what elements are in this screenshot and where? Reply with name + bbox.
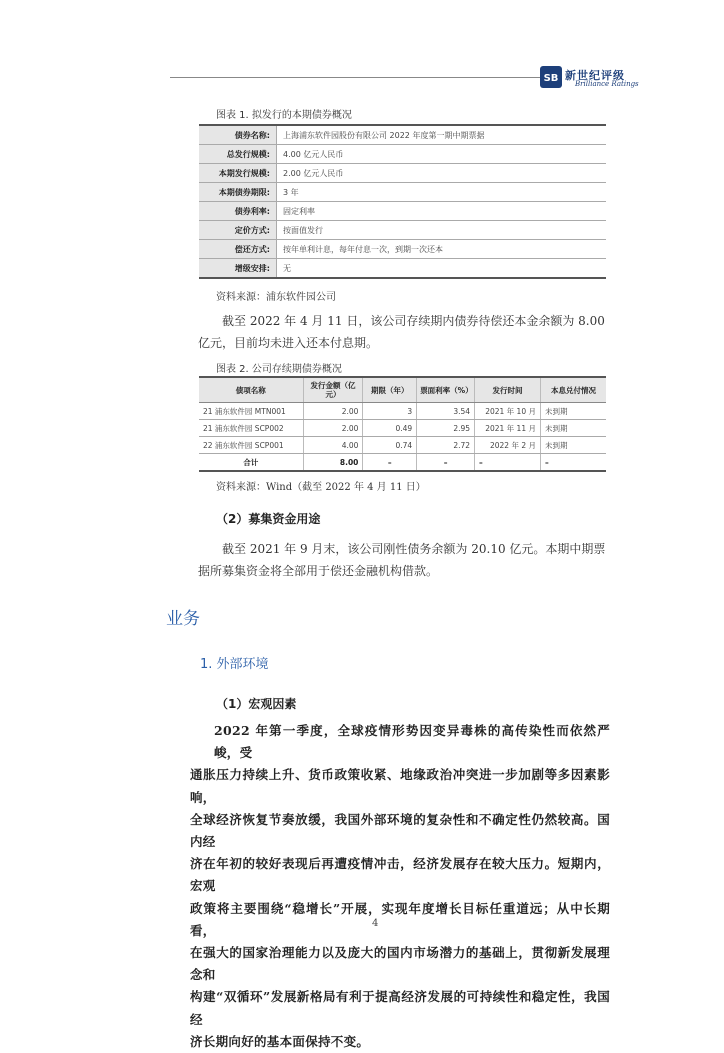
table1-caption: 图表 1. 拟发行的本期债券概况 (216, 110, 352, 121)
cell: – (417, 454, 475, 472)
bond-balance-paragraph: 截至 2022 年 4 月 11 日，该公司存续期内债券待偿还本金余额为 8.00 亿元，目前均未进入还本付息期。 (198, 314, 605, 350)
table-row (199, 437, 606, 454)
cell: – (363, 454, 417, 472)
funds-use-paragraph: 截至 2021 年 9 月末，该公司刚性债务余额为 20.10 亿元。本期中期票据所募集资金将全部用于偿还金融机构借款。 (198, 542, 606, 578)
table-header-row (199, 377, 606, 403)
macro-line: 通胀压力持续上升、货币政策收紧、地缘政治冲突进一步加剧等多因素影响， (190, 767, 610, 805)
section-title: 业务 (166, 609, 200, 629)
cell: 21 浦东软件园 MTN001 (199, 403, 303, 420)
outstanding-bonds-table (199, 376, 606, 472)
table-row (199, 221, 606, 240)
table-row (199, 240, 606, 259)
row-key: 增级安排: (199, 259, 277, 279)
row-key: 定价方式: (199, 221, 277, 240)
cell: 21 浦东软件园 SCP002 (199, 420, 303, 437)
table2-source: 资料来源：Wind（截至 2022 年 4 月 11 日） (216, 482, 426, 493)
table1-source: 资料来源：浦东软件园公司 (216, 292, 336, 303)
cell: 2.00 (303, 420, 363, 437)
macro-line: 济长期向好的基本面保持不变。 (190, 1033, 370, 1049)
macro-line: 2022 年第一季度，全球疫情形势因变异毒株的高传染性而依然严峻，受 (214, 723, 610, 761)
header-rule (170, 77, 540, 78)
row-value: 按年单利计息，每年付息一次，到期一次还本 (277, 240, 607, 259)
macro-line: 全球经济恢复节奏放缓，我国外部环境的复杂性和不确定性仍然较高。国内经 (190, 811, 610, 850)
table-row (199, 145, 606, 164)
macro-paragraph (190, 720, 610, 1053)
logo-letters: SB (543, 73, 559, 84)
table-row (199, 125, 606, 145)
row-value: 按面值发行 (277, 221, 607, 240)
macro-line: 济在年初的较好表现后再遭疫情冲击，经济发展存在较大压力。短期内，宏观 (190, 856, 610, 894)
cell: 4.00 (303, 437, 363, 454)
brand-subtitle: Brilliance Ratings (575, 80, 639, 88)
row-value: 4.00 亿元人民币 (277, 145, 607, 164)
cell: 2021 年 10 月 (475, 403, 541, 420)
cell: 8.00 (303, 454, 363, 472)
cell: 未到期 (541, 403, 607, 420)
table-total-row (199, 454, 606, 472)
cell: 3 (363, 403, 417, 420)
row-key: 本期发行规模: (199, 164, 277, 183)
page-number: 4 (372, 918, 379, 929)
row-key: 总发行规模: (199, 145, 277, 164)
table-row (199, 420, 606, 437)
cell: 3.54 (417, 403, 475, 420)
macro-line: 政策将主要围绕“稳增长”开展，实现年度增长目标任重道远；从中长期看， (190, 900, 610, 938)
cell: 0.74 (363, 437, 417, 454)
macro-line: 在强大的国家治理能力以及庞大的国内市场潜力的基础上，贯彻新发展理念和 (190, 945, 610, 983)
cell: 合计 (199, 454, 303, 472)
table-row (199, 202, 606, 221)
cell: 2.00 (303, 403, 363, 420)
macro-line: 构建“双循环”发展新格局有利于提高经济发展的可持续性和稳定性，我国经 (190, 989, 610, 1027)
table-row (199, 403, 606, 420)
row-key: 债券名称: (199, 125, 277, 145)
col-header: 期限（年） (363, 377, 417, 403)
col-header: 票面利率（%） (417, 377, 475, 403)
cell: 0.49 (363, 420, 417, 437)
row-value: 固定利率 (277, 202, 607, 221)
macro-heading: （1）宏观因素 (216, 697, 297, 711)
row-key: 债券利率: (199, 202, 277, 221)
cell: 未到期 (541, 437, 607, 454)
table-row (199, 259, 606, 279)
bond-overview-table (199, 124, 606, 279)
table2-caption: 图表 2. 公司存续期债券概况 (216, 364, 342, 375)
row-value: 无 (277, 259, 607, 279)
cell: 22 浦东软件园 SCP001 (199, 437, 303, 454)
cell: 2021 年 11 月 (475, 420, 541, 437)
row-value: 3 年 (277, 183, 607, 202)
cell: 2.95 (417, 420, 475, 437)
cell: – (475, 454, 541, 472)
col-header: 债项名称 (199, 377, 303, 403)
cell: – (541, 454, 607, 472)
funds-use-heading: （2）募集资金用途 (216, 512, 321, 526)
col-header: 发行时间 (475, 377, 541, 403)
row-value: 上海浦东软件园股份有限公司 2022 年度第一期中期票据 (277, 125, 607, 145)
subsection-title: 1. 外部环境 (200, 657, 269, 672)
brand-logo-icon (540, 66, 562, 88)
cell: 2022 年 2 月 (475, 437, 541, 454)
row-key: 本期债券期限: (199, 183, 277, 202)
cell: 2.72 (417, 437, 475, 454)
col-header: 发行金额（亿元） (303, 377, 363, 403)
cell: 未到期 (541, 420, 607, 437)
table-row (199, 183, 606, 202)
row-value: 2.00 亿元人民币 (277, 164, 607, 183)
row-key: 偿还方式: (199, 240, 277, 259)
col-header: 本息兑付情况 (541, 377, 607, 403)
brand-name: 新世纪评级 (565, 69, 625, 82)
table-row (199, 164, 606, 183)
